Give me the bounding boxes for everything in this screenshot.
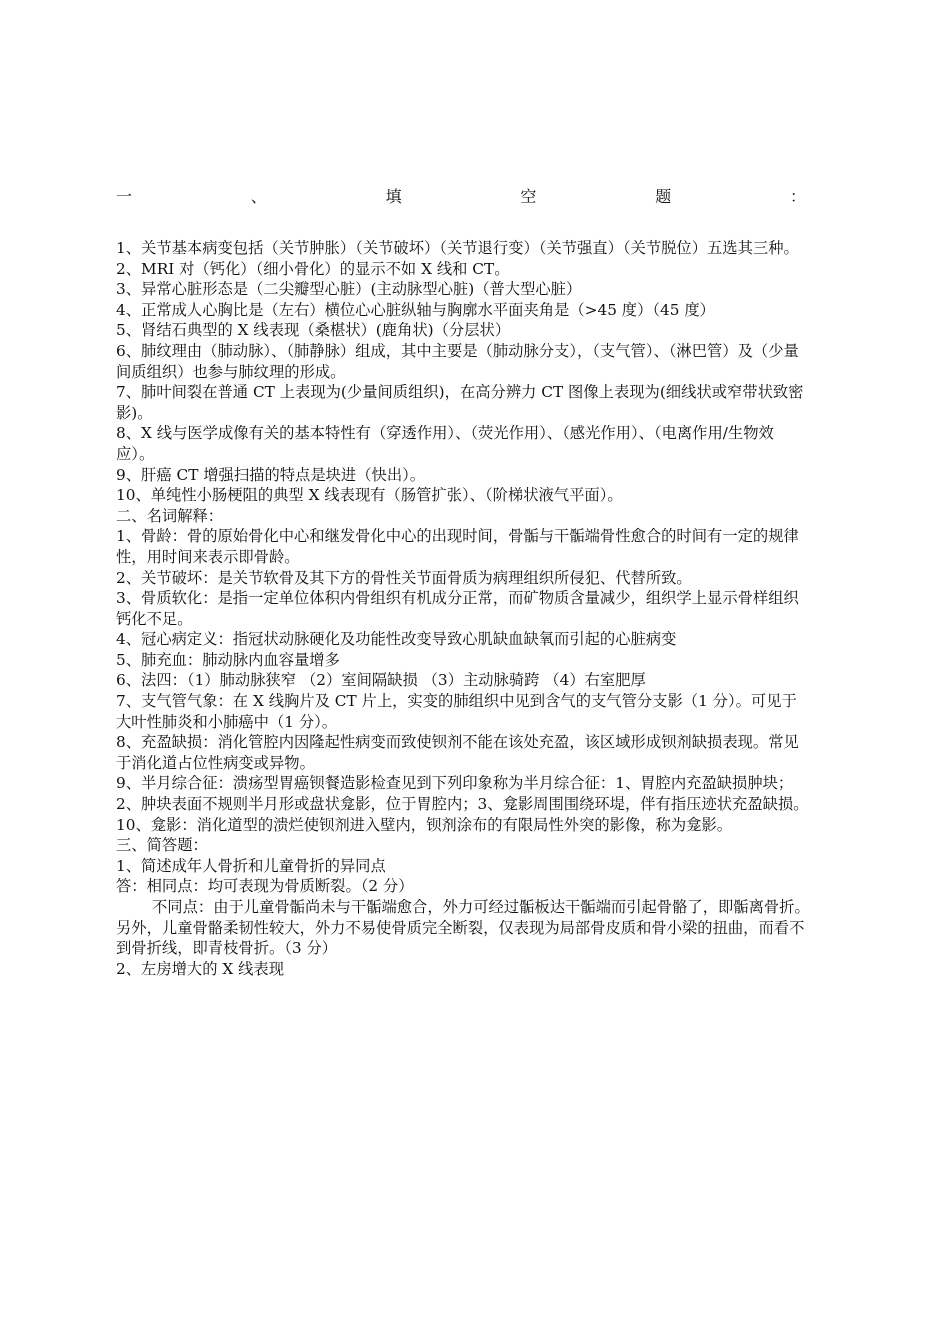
heading-char: 题 [655, 187, 672, 206]
document-body [116, 238, 810, 979]
paragraph: 7、支气管气象：在 X 线胸片及 CT 片上，实变的肺组织中见到含气的支气管分支影（1 分）。可见于大叶性肺炎和小肺癌中（1 分）。 [116, 692, 797, 731]
paragraph: 8、充盈缺损：消化管腔内因隆起性病变而致使钡剂不能在该处充盈，该区域形成钡剂缺损表现。常见于消化道占位性病变或异物。 [116, 733, 799, 772]
paragraph: 1、骨龄：骨的原始骨化中心和继发骨化中心的出现时间，骨骺与干骺端骨性愈合的时间有一定的规律性，用时间来表示即骨龄。 [116, 527, 799, 566]
paragraph: 6、肺纹理由（肺动脉）、（肺静脉）组成，其中主要是（肺动脉分支），（支气管）、（淋巴管）及（少量间质组织）也参与肺纹理的形成。 [116, 341, 799, 381]
paragraph: 8、X 线与医学成像有关的基本特性有（穿透作用）、（荧光作用）、（感光作用）、（电离作用/生物效应）。 [116, 424, 774, 463]
paragraph: 1、简述成年人骨折和儿童骨折的异同点 [116, 856, 386, 875]
paragraph: 1、关节基本病变包括（关节肿胀）（关节破坏）（关节退行变）（关节强直）（关节脱位）五选其三种。 [116, 239, 799, 257]
paragraph: 不同点：由于儿童骨骺尚未与干骺端愈合，外力可经过骺板达干骺端而引起骨骼了，即骺离骨折。另外，儿童骨骼柔韧性较大，外力不易使骨质完全断裂，仅表现为局部骨皮质和骨小梁的扭曲，而看不到骨折线，即青枝骨折。（3 分） [116, 898, 810, 958]
paragraph: 4、正常成人心胸比是（左右）横位心心脏纵轴与胸廓水平面夹角是（>45 度）（45 度） [116, 300, 715, 319]
paragraph: 5、肺充血：肺动脉内血容量增多 [116, 650, 340, 669]
paragraph: 2、左房增大的 X 线表现 [116, 959, 285, 978]
section-heading [116, 186, 806, 208]
paragraph: 9、半月综合征：溃疡型胃癌钡餐造影检查见到下列印象称为半月综合征：1、胃腔内充盈缺损肿块；2、肿块表面不规则半月形或盘状龛影，位于胃腔内；3、龛影周围围绕环堤，伴有指压迹状充盈缺损。 [116, 774, 809, 814]
paragraph: 5、肾结石典型的 X 线表现（桑椹状）(鹿角状)（分层状） [116, 321, 511, 340]
paragraph: 10、单纯性小肠梗阻的典型 X 线表现有（肠管扩张）、（阶梯状液气平面）。 [116, 486, 623, 505]
paragraph: 4、冠心病定义：指冠状动脉硬化及功能性改变导致心肌缺血缺氧而引起的心脏病变 [116, 630, 677, 649]
section-title: 二、名词解释： [116, 506, 224, 525]
paragraph: 9、肝癌 CT 增强扫描的特点是块进（快出）。 [116, 465, 426, 484]
heading-char: ： [789, 187, 806, 206]
heading-char: 空 [520, 187, 537, 206]
heading-char: 、 [250, 187, 267, 206]
paragraph: 6、法四：（1）肺动脉狭窄 （2）室间隔缺损 （3）主动脉骑跨 （4）右室肥厚 [116, 671, 646, 690]
paragraph: 7、肺叶间裂在普通 CT 上表现为(少量间质组织)，在高分辨力 CT 图像上表现为(细线状或窄带状致密影)。 [116, 383, 804, 422]
heading-char: 一 [116, 187, 133, 206]
heading-char: 填 [385, 187, 402, 206]
paragraph: 3、骨质软化：是指一定单位体积内骨组织有机成分正常，而矿物质含量减少，组织学上显示骨样组织钙化不足。 [116, 589, 799, 628]
paragraph: 10、龛影：消化道型的溃烂使钡剂进入壁内，钡剂涂布的有限局性外突的影像，称为龛影。 [116, 815, 733, 834]
paragraph: 2、MRI 对（钙化）（细小骨化）的显示不如 X 线和 CT。 [116, 259, 510, 278]
paragraph: 2、关节破坏：是关节软骨及其下方的骨性关节面骨质为病理组织所侵犯、代替所致。 [116, 568, 692, 587]
section-title: 三、简答题： [116, 836, 208, 855]
paragraph: 答：相同点：均可表现为骨质断裂。（2 分） [116, 877, 414, 896]
paragraph: 3、异常心脏形态是（二尖瓣型心脏）(主动脉型心脏)（普大型心脏） [116, 280, 582, 299]
